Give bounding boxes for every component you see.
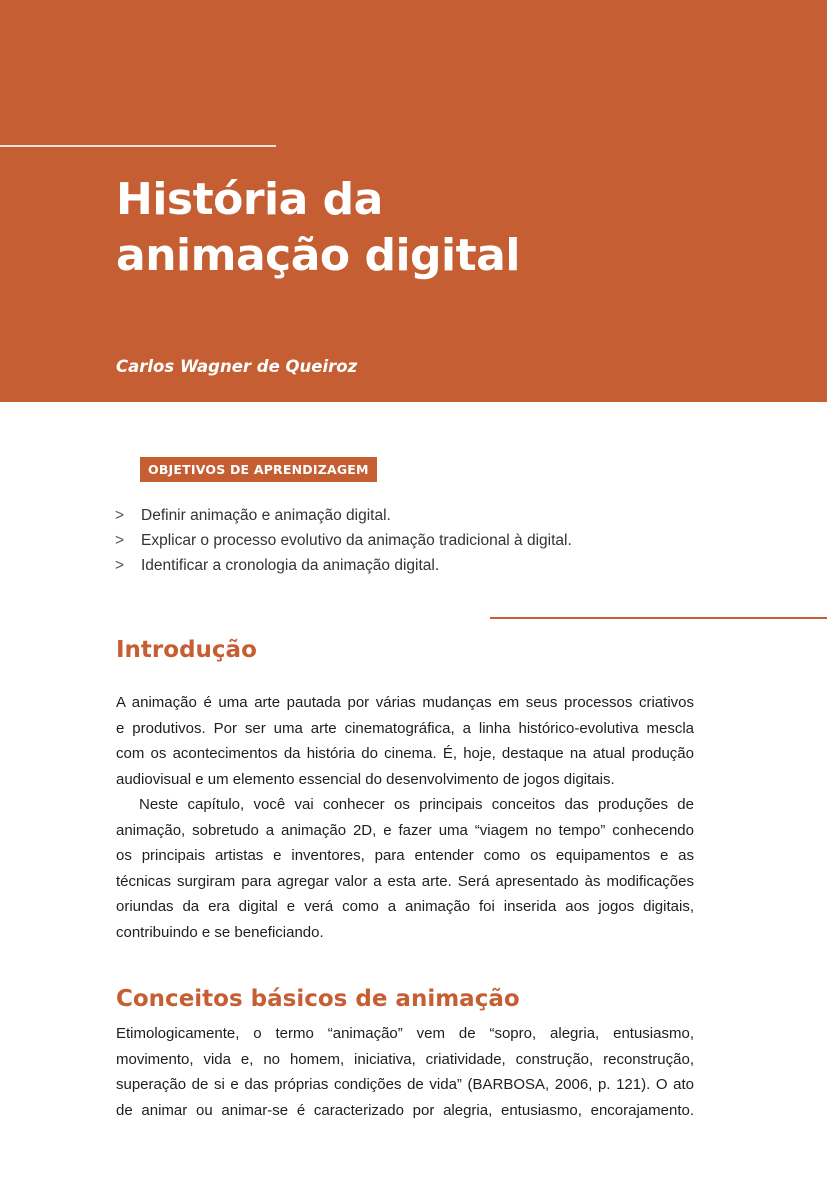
bullet-arrow-icon: > (115, 557, 125, 574)
chapter-author: Carlos Wagner de Queiroz (116, 357, 358, 376)
bullet-arrow-icon: > (115, 532, 125, 549)
body-paragraph (116, 792, 694, 945)
text-line: de animar ou animar-se é caracterizado por alegria, entusiasmo, encorajamento. (116, 1101, 694, 1119)
text-line: contribuindo e se beneficiando. (116, 923, 324, 941)
objective-item (115, 528, 735, 553)
learning-objectives-badge: OBJETIVOS DE APRENDIZAGEM (140, 457, 377, 482)
chapter-title-line: História da (116, 174, 383, 225)
text-line: A animação é uma arte pautada por várias mudanças em seus processos criativos (116, 694, 694, 711)
text-line: Etimologicamente, o termo “animação” vem de “sopro, alegria, entusiasmo, (116, 1025, 694, 1042)
objective-item (115, 553, 735, 578)
objective-text: Identificar a cronologia da animação digital. (141, 557, 440, 574)
text-line: e produtivos. Por ser uma arte cinematográfica, a linha histórico-evolutiva mescla (116, 719, 694, 737)
text-line: técnicas surgiram para agregar valor a esta arte. Será apresentado às modificações (116, 872, 694, 890)
section-heading-conceitos: Conceitos básicos de animação (116, 986, 520, 1012)
chapter-title-line: animação digital (116, 230, 520, 281)
chapter-title (116, 172, 520, 284)
text-line: audiovisual e um elemento essencial do desenvolvimento de jogos digitais. (116, 770, 615, 788)
text-line: superação de si e das próprias condições de vida” (BARBOSA, 2006, p. 121). O ato (116, 1076, 694, 1093)
body-paragraph (116, 690, 694, 792)
text-line: Neste capítulo, você vai conhecer os principais conceitos das produções de (139, 796, 694, 813)
text-line: animação, sobretudo a animação 2D, e fazer uma “viagem no tempo” conhecendo (116, 821, 694, 839)
chapter-header-banner (0, 0, 827, 402)
objective-text: Definir animação e animação digital. (141, 507, 391, 524)
text-line: movimento, vida e, no homem, iniciativa, criatividade, construção, reconstrução, (116, 1050, 694, 1068)
section-divider (490, 617, 827, 619)
body-paragraph (116, 1021, 694, 1123)
header-decorative-rule (0, 145, 276, 147)
section-heading-introducao: Introdução (116, 637, 257, 663)
objective-text: Explicar o processo evolutivo da animação tradicional à digital. (141, 532, 572, 549)
text-line: oriundas da era digital e verá como a animação foi inserida aos jogos digitais, (116, 898, 694, 915)
text-line: os principais artistas e inventores, para entender como os equipamentos e as (116, 847, 694, 864)
bullet-arrow-icon: > (115, 507, 125, 524)
objective-item (115, 503, 735, 528)
text-line: com os acontecimentos da história do cinema. É, hoje, destaque na atual produção (116, 745, 694, 762)
learning-objectives-list (115, 503, 735, 578)
